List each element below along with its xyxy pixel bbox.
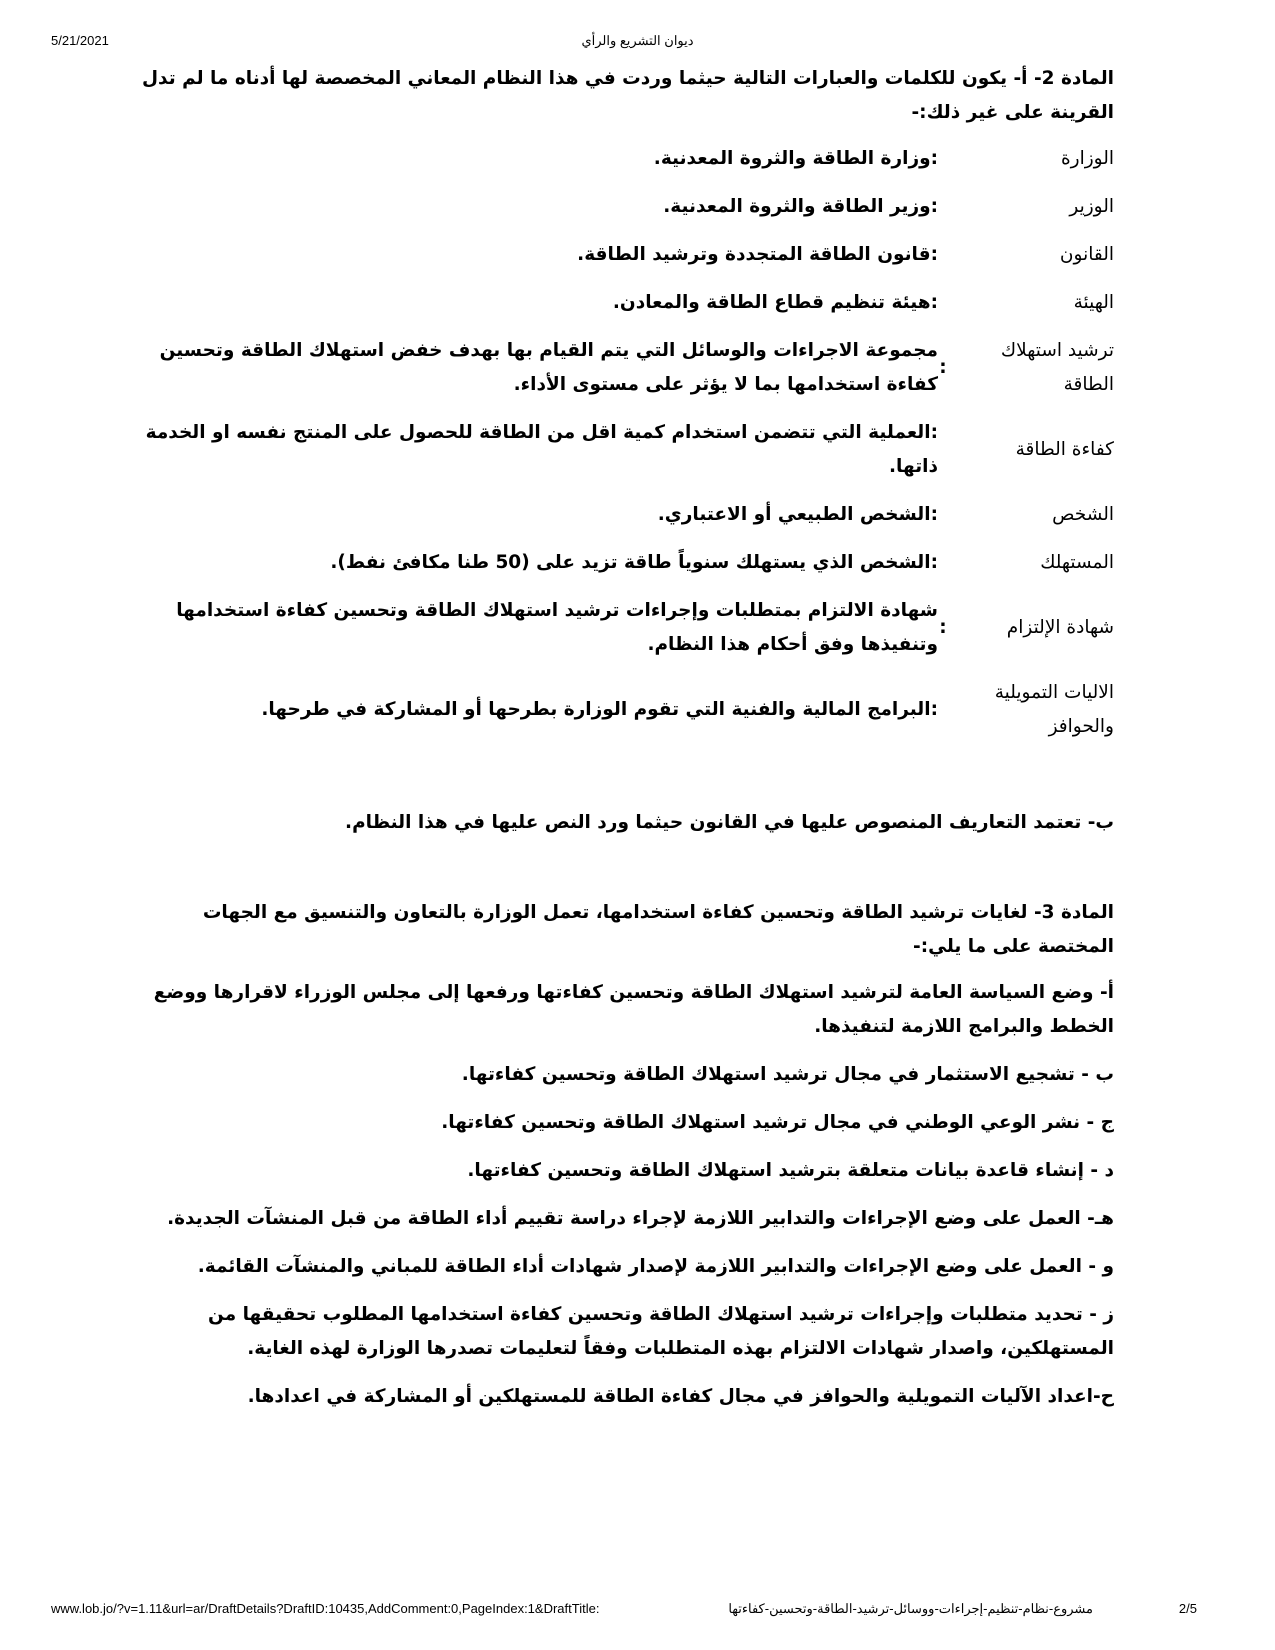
list-item: أ- وضع السياسة العامة لترشيد استهلاك الطاقة وتحسين كفاءتها ورفعها إلى مجلس الوزراء لاقرارها ووضع الخطط والبرامج اللازمة لتنفيذها. (153, 982, 1114, 1037)
definition-text: :وزير الطاقة والثروة المعدنية. (663, 196, 938, 217)
definition-row (130, 416, 1114, 484)
definition-text: :وزارة الطاقة والثروة المعدنية. (653, 148, 938, 169)
definition-row (130, 546, 1114, 580)
list-item: د - إنشاء قاعدة بيانات متعلقة بترشيد استهلاك الطاقة وتحسين كفاءتها. (467, 1160, 1114, 1181)
definition-row (130, 142, 1114, 176)
list-item: و - العمل على وضع الإجراءات والتدابير اللازمة لإصدار شهادات أداء الطاقة للمباني والمنشآت القائمة. (197, 1256, 1114, 1277)
definition-text: مجموعة الاجراءات والوسائل التي يتم القيام بها بهدف خفض استهلاك الطاقة وتحسين كفاءة استخدامها بما لا يؤثر على مستوى الأداء. (159, 340, 938, 395)
definition-row (130, 334, 1114, 402)
article-3-intro: المادة 3- لغايات ترشيد الطاقة وتحسين كفاءة استخدامها، تعمل الوزارة بالتعاون والتنسيق مع الجهات المختصة على ما يلي:- (202, 902, 1114, 957)
definition-text: :العملية التي تتضمن استخدام كمية اقل من الطاقة للحصول على المنتج نفسه او الخدمة ذاتها. (145, 422, 938, 477)
site-title: ديوان التشريع والرأي (581, 33, 694, 48)
definition-row (130, 238, 1114, 272)
definition-term: الهيئة (1073, 292, 1114, 313)
article-2-section-b: ب- تعتمد التعاريف المنصوص عليها في القانون حيثما ورد النص عليها في هذا النظام. (345, 812, 1114, 833)
definition-row (130, 676, 1114, 744)
definition-term: الشخص (1052, 504, 1114, 525)
article-3 (130, 896, 1160, 964)
list-item: ز - تحديد متطلبات وإجراءات ترشيد استهلاك الطاقة وتحسين كفاءة استخدامها المطلوب تحقيقها من المستهلكين، واصدار شهادات الالتزام بهذه المتطلبات وفقاً لتعليمات تصدرها الوزارة لهذه الغاية. (208, 1304, 1114, 1359)
definition-term: الوزارة (1060, 148, 1114, 169)
definition-row (130, 190, 1114, 224)
list-item: ب - تشجيع الاستثمار في مجال ترشيد استهلاك الطاقة وتحسين كفاءتها. (461, 1064, 1114, 1085)
definition-row (130, 594, 1114, 662)
print-date: 5/21/2021 (51, 33, 109, 48)
definition-text: :قانون الطاقة المتجددة وترشيد الطاقة. (577, 244, 938, 265)
definition-term: المستهلك (1040, 552, 1114, 573)
definition-text: :هيئة تنظيم قطاع الطاقة والمعادن. (612, 292, 938, 313)
article-2-intro: المادة 2- أ- يكون للكلمات والعبارات التالية حيثما وردت في هذا النظام المعاني المخصصة لها أدناه ما لم تدل القرينة على غير ذلك:- (141, 68, 1114, 123)
article-3-items (130, 976, 1114, 1414)
definition-row (130, 498, 1114, 532)
definition-text: :الشخص الطبيعي أو الاعتباري. (657, 504, 938, 525)
definition-colon: : (939, 617, 947, 638)
list-item: ح-اعداد الآليات التمويلية والحوافز في مجال كفاءة الطاقة للمستهلكين أو المشاركة في اعدادها. (247, 1386, 1114, 1407)
list-item: ج - نشر الوعي الوطني في مجال ترشيد استهلاك الطاقة وتحسين كفاءتها. (441, 1112, 1114, 1133)
definition-term: شهادة الإلتزام (1006, 617, 1114, 638)
definition-text: :الشخص الذي يستهلك سنوياً طاقة تزيد على (50 طنا مكافئ نفط). (330, 552, 938, 573)
list-item: هـ- العمل على وضع الإجراءات والتدابير اللازمة لإجراء دراسة تقييم أداء الطاقة من قبل المنشآت الجديدة. (167, 1208, 1114, 1229)
definition-term: القانون (1059, 244, 1114, 265)
definition-term: الاليات التمويلية والحوافز (994, 682, 1114, 737)
page-number: 2/5 (1178, 1601, 1197, 1616)
definition-text: :البرامج المالية والفنية التي تقوم الوزارة بطرحها أو المشاركة في طرحها. (261, 699, 938, 720)
definition-text: شهادة الالتزام بمتطلبات وإجراءات ترشيد استهلاك الطاقة وتحسين كفاءة استخدامها وتنفيذها وفق أحكام هذا النظام. (176, 600, 938, 655)
footer-url: www.lob.jo/?v=1.11&url=ar/DraftDetails?DraftID:10435,AddComment:0,PageIndex:1&DraftTitle: (51, 1601, 600, 1616)
document-body (130, 62, 1160, 1428)
definition-term: ترشيد استهلاك الطاقة (1000, 340, 1114, 395)
definitions-list (130, 142, 1114, 744)
definition-row (130, 286, 1114, 320)
definition-colon: : (939, 357, 947, 378)
definition-term: الوزير (1069, 196, 1114, 217)
footer-draft-title: مشروع-نظام-تنظيم-إجراءات-ووسائل-ترشيد-الطاقة-وتحسين-كفاءتها (728, 1601, 1093, 1616)
definition-term: كفاءة الطاقة (1015, 439, 1114, 460)
